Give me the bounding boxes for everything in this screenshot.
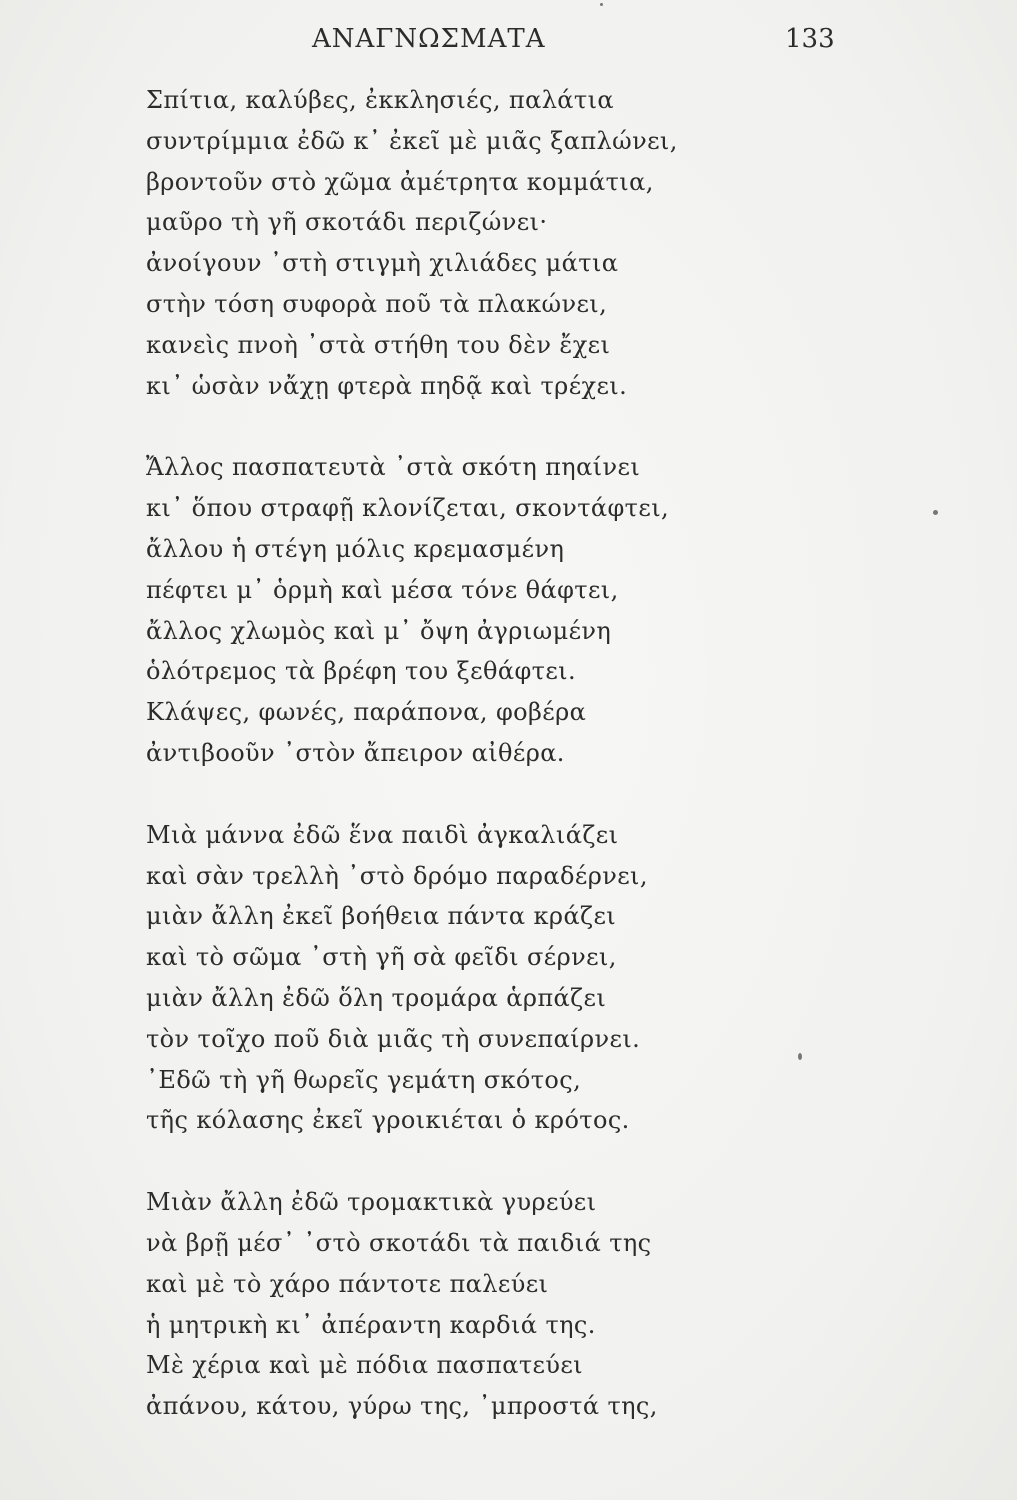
poem-line: μιὰν ἄλλη ἐκεῖ βοήθεια πάντα κράζει: [146, 902, 617, 931]
poem-line: ἄλλος χλωμὸς καὶ μ᾿ ὄψη ἀγριωμένη: [146, 616, 612, 645]
poem-line: μαῦρο τὴ γῆ σκοτάδι περιζώνει·: [146, 208, 548, 237]
stanza-3: [130, 815, 830, 1141]
running-header: [0, 18, 1017, 58]
poem-line: καὶ μὲ τὸ χάρο πάντοτε παλεύει: [146, 1269, 549, 1298]
poem-line: Σπίτια, καλύβες, ἐκκλησιές, παλάτια: [146, 86, 615, 114]
poem-line: καὶ σὰν τρελλὴ ᾿στὸ δρόμο παραδέρνει,: [146, 861, 648, 890]
ink-speck: [933, 510, 938, 515]
ink-speck: [798, 1053, 802, 1060]
poem-line: Ἄλλος πασπατευτὰ ᾿στὰ σκότη πηαίνει: [146, 453, 641, 482]
poem-line: τὸν τοῖχο ποῦ διὰ μιᾶς τὴ συνεπαίρνει.: [146, 1024, 641, 1053]
poem-body: [130, 80, 830, 1427]
poem-line: ἡ μητρικὴ κι᾿ ἀπέραντη καρδιά της.: [146, 1310, 596, 1339]
poem-line: στὴν τόση συφορὰ ποῦ τὰ πλακώνει,: [146, 289, 608, 318]
poem-line: ἀνοίγουν ᾿στὴ στιγμὴ χιλιάδες μάτια: [146, 249, 619, 278]
stanza-4: [130, 1182, 830, 1427]
poem-line: τῆς κόλασης ἐκεῖ γροικιέται ὁ κρότος.: [146, 1106, 630, 1135]
poem-line: συντρίμμια ἐδῶ κ᾿ ἐκεῖ μὲ μιᾶς ξαπλώνει,: [146, 126, 678, 155]
poem-line: καὶ τὸ σῶμα ᾿στὴ γῆ σὰ φεῖδι σέρνει,: [146, 943, 617, 972]
stanza-gap: [130, 406, 830, 447]
stanza-1: [130, 80, 830, 406]
poem-line: Μιὰν ἄλλη ἐδῶ τρομακτικὰ γυρεύει: [146, 1188, 597, 1217]
running-title: ΑΝΑΓΝΩΣΜΑΤΑ: [312, 24, 546, 54]
poem-line: μιὰν ἄλλη ἐδῶ ὅλη τρομάρα ἁρπάζει: [146, 983, 607, 1012]
poem-line: πέφτει μ᾿ ὁρμὴ καὶ μέσα τόνε θάφτει,: [146, 575, 619, 604]
poem-line: Μιὰ μάννα ἐδῶ ἕνα παιδὶ ἀγκαλιάζει: [146, 820, 619, 849]
stanza-gap: [130, 1141, 830, 1182]
poem-line: Κλάψες, φωνές, παράπονα, φοβέρα: [146, 698, 587, 727]
poem-line: βροντοῦν στὸ χῶμα ἀμέτρητα κομμάτια,: [146, 167, 654, 196]
poem-line: ᾿Εδῶ τὴ γῆ θωρεῖς γεμάτη σκότος,: [146, 1065, 582, 1094]
page-number: 133: [785, 24, 835, 54]
poem-line: ὁλότρεμος τὰ βρέφη του ξεθάφτει.: [146, 657, 576, 686]
stanza-gap: [130, 774, 830, 815]
ink-speck: [600, 3, 603, 6]
poem-line: ἀντιβοοῦν ᾿στὸν ἄπειρον αἰθέρα.: [146, 738, 565, 767]
poem-line: ἀπάνου, κάτου, γύρω της, ᾿μπροστά της,: [146, 1392, 658, 1421]
poem-line: Μὲ χέρια καὶ μὲ πόδια πασπατεύει: [146, 1351, 583, 1380]
poem-line: ἄλλου ἡ στέγη μόλις κρεμασμένη: [146, 534, 565, 563]
poem-line: κι᾿ ὅπου στραφῇ κλονίζεται, σκοντάφτει,: [146, 494, 670, 523]
stanza-2: [130, 447, 830, 773]
poem-line: κανεὶς πνοὴ ᾿στὰ στήθη του δὲν ἔχει: [146, 330, 611, 359]
poem-line: κι᾿ ὡσὰν νἄχῃ φτερὰ πηδᾷ καὶ τρέχει.: [146, 371, 628, 400]
poem-line: νὰ βρῇ μέσ᾿ ᾿στὸ σκοτάδι τὰ παιδιά της: [146, 1228, 652, 1257]
